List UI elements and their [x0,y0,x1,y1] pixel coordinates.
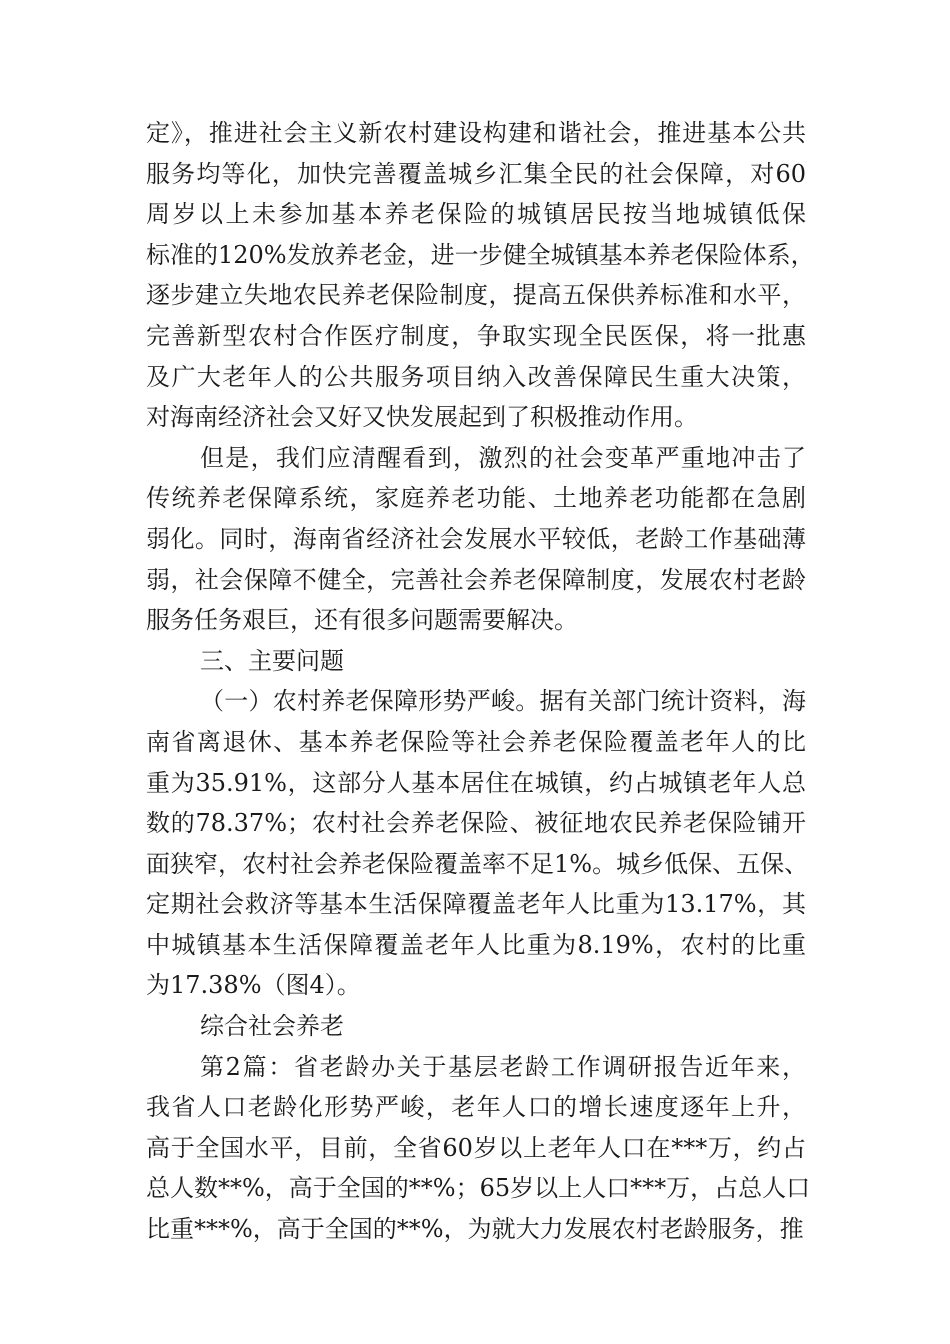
text-line: 服务均等化，加快完善覆盖城乡汇集全民的社会保障，对60 [146,159,806,188]
paragraph-p1 [146,113,815,438]
text-line: 标准的120%发放养老金，进一步健全城镇基本养老保险体系， [146,240,815,269]
document-page [146,113,815,1250]
text-line: 服务任务艰巨，还有很多问题需要解决。 [146,606,578,635]
text-line: 弱，社会保障不健全，完善社会养老保障制度，发展农村老龄 [146,565,806,594]
text-line: （一）农村养老保障形势严峻。据有关部门统计资料，海 [200,687,806,716]
text-line: 高于全国水平，目前，全省60岁以上老年人口在***万，约占 [146,1133,806,1162]
paragraph-p6 [146,1047,811,1250]
text-line: 第2篇：省老龄办关于基层老龄工作调研报告近年来， [200,1052,806,1081]
text-line: 传统养老保障系统，家庭养老功能、土地养老功能都在急剧 [146,484,806,513]
text-line: 逐步建立失地农民养老保险制度，提高五保供养标准和水平， [146,281,806,310]
paragraph-p4 [146,681,809,1006]
text-line: 比重***%，高于全国的**%，为就大力发展农村老龄服务，推 [146,1215,804,1244]
text-line: 及广大老年人的公共服务项目纳入改善保障民生重大决策， [146,362,806,391]
text-line: 面狭窄，农村社会养老保险覆盖率不足1%。城乡低保、五保、 [146,849,809,878]
paragraph-p5 [146,1006,806,1047]
text-line: 数的78.37%；农村社会养老保险、被征地农民养老保险铺开 [146,809,806,838]
text-line: 中城镇基本生活保障覆盖老年人比重为8.19%，农村的比重 [146,930,806,959]
text-line: 综合社会养老 [200,1012,344,1041]
text-line: 重为35.91%，这部分人基本居住在城镇，约占城镇老年人总 [146,768,806,797]
text-line: 完善新型农村合作医疗制度，争取实现全民医保，将一批惠 [146,321,806,350]
text-line: 但是，我们应清醒看到，激烈的社会变革严重地冲击了 [200,443,806,472]
text-line: 对海南经济社会又好又快发展起到了积极推动作用。 [146,403,698,432]
paragraph-p2 [146,438,806,641]
text-line: 周岁以上未参加基本养老保险的城镇居民按当地城镇低保 [146,200,806,229]
paragraph-p3 [146,641,806,682]
text-line: 定》，推进社会主义新农村建设构建和谐社会，推进基本公共 [146,119,806,147]
text-line: 弱化。同时，海南省经济社会发展水平较低，老龄工作基础薄 [146,524,806,553]
text-line: 南省离退休、基本养老保险等社会养老保险覆盖老年人的比 [146,727,806,756]
text-line: 为17.38%（图4）。 [146,971,361,1000]
text-line: 总人数**%，高于全国的**%；65岁以上人口***万，占总人口 [146,1174,811,1203]
text-line: 我省人口老龄化形势严峻，老年人口的增长速度逐年上升， [146,1093,806,1122]
text-line: 定期社会救济等基本生活保障覆盖老年人比重为13.17%，其 [146,890,806,919]
text-line: 三、主要问题 [200,646,344,675]
